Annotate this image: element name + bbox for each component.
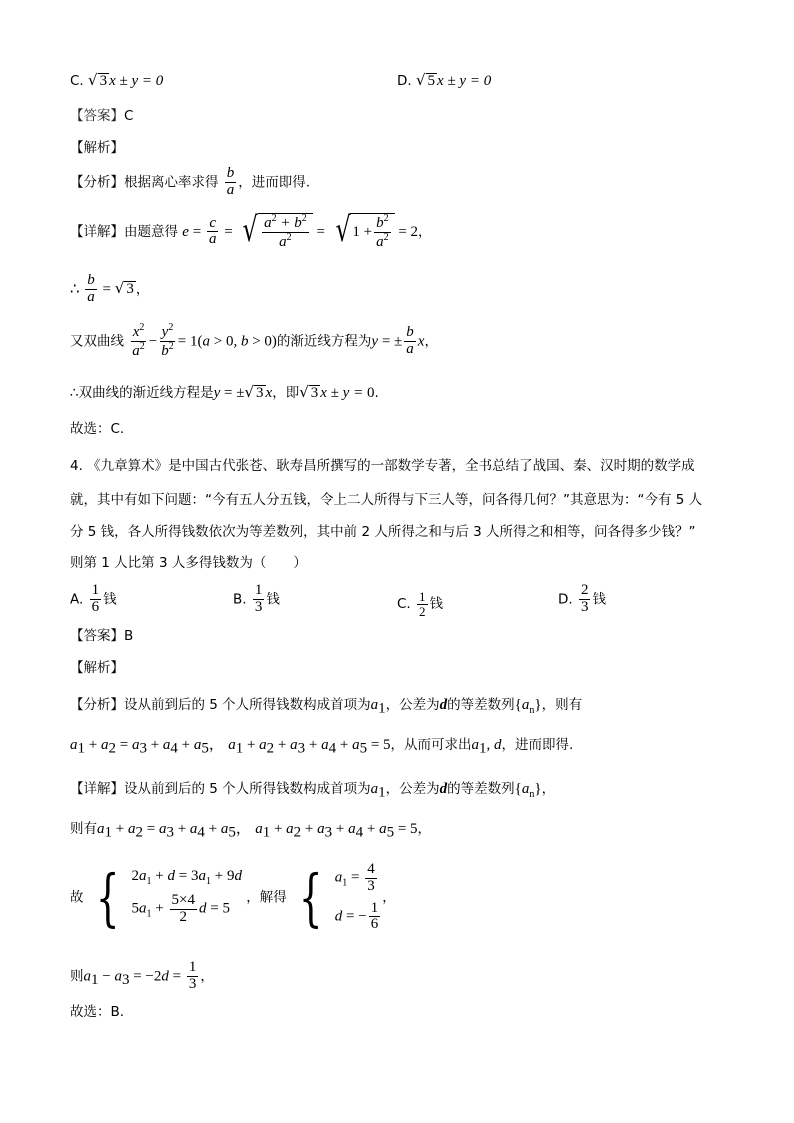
- option-d-q3: D. √ 5 x ± y = 0: [397, 71, 492, 89]
- jiexi-heading-q3: 【解析】: [70, 140, 124, 156]
- answer-line-q4: 【答案】B: [70, 628, 134, 644]
- then-line-q4: 则有$a_1 + a_2 = a_3 + a_4 + a_5$， $a_1 + a_2 + a_3 + a_4 + a_5 = 5$，: [70, 821, 432, 841]
- option-c-q3: C. √ 3 x ± y = 0: [70, 71, 164, 89]
- q4-stem-line2: 就，其中有如下问题：“今有五人分五钱，令上二人所得与下三人等，问各得几何？”其意思为：“今有 5 人: [70, 492, 703, 508]
- hyperbola-line-q3: 又双曲线 $\frac{x^2}{a^2}$ − $\frac{y^2}{b^2}$ = 1(a > 0, b > 0)的渐近线方程为y = ± $\frac{b}{a}$ x，: [70, 322, 438, 359]
- fenxi-equation-line-q4: $a_1 + a_2 = a_3 + a_4 + a_5$， $a_1 + a_2 + a_3 + a_4 + a_5 = 5$，从而可求出$a_1$, d，进而即得.: [70, 737, 574, 757]
- asymptote-line-q3: ∴双曲线的渐近线方程是y = ± √ 3 x，即 √ 3 x ± y = 0.: [70, 383, 379, 401]
- left-brace-icon: {: [298, 860, 323, 934]
- fenxi-line-q4: 【分析】设从前到后的 5 个人所得钱数构成首项为$a_1$，公差为d的等差数列$\{a_n\}$，则有: [70, 697, 583, 717]
- q4-stem-line4: 则第 1 人比第 3 人多得钱数为（ ）: [70, 555, 307, 571]
- answer-line-q3: 【答案】C: [70, 108, 134, 124]
- left-brace-icon: {: [95, 860, 120, 934]
- q4-option-a: A. $\frac{1}{6}$ 钱: [70, 582, 117, 615]
- choose-line-q3: 故选：C.: [70, 421, 125, 437]
- fraction-b-over-a: $\frac{b}{a}$: [226, 165, 235, 198]
- q4-stem-line1: 4. 《九章算术》是中国古代张苍、耿寿昌所撰写的一部数学专著，全书总结了战国、秦、汉时期的数学成: [70, 458, 695, 474]
- q4-option-c: C. $\frac{1}{2}$ 钱: [397, 589, 444, 619]
- therefore-line-q3: ∴ $\frac{b}{a}$ = √ 3 ，: [70, 272, 150, 305]
- choose-line-q4: 故选：B.: [70, 1004, 125, 1020]
- jiexi-heading-q4: 【解析】: [70, 660, 124, 676]
- result-line-q4: 则$a_1 - a_3 = -2d$ = $\frac{1}{3}$ ，: [70, 959, 214, 992]
- equation-system: $2a_1 + d = 3a_1 + 9d$ $5a_1$ + $\frac{5\times 4}{2}$ d = 5: [131, 868, 242, 925]
- xiangjie-line-q4: 【详解】设从前到后的 5 个人所得钱数构成首项为$a_1$，公差为d的等差数列$\{a_n\}$，: [70, 781, 556, 801]
- sqrt-3: √ 3: [88, 71, 108, 89]
- sqrt-5: √ 5: [415, 71, 436, 89]
- xiangjie-line-q3: 【详解】由题意得 e = $\frac{c}{a}$ = √ $\frac{a^2 + b^2}{a^2}$ = √ 1 + $\frac{b^2}{a^2}$ = 2，: [70, 210, 432, 250]
- q4-stem-line3: 分 5 钱，各人所得钱数依次为等差数列，其中前 2 人所得之和与后 3 人所得之和相等，问各得多少钱？”: [70, 524, 696, 540]
- q4-option-d: D. $\frac{2}{3}$ 钱: [558, 582, 606, 615]
- system-line-q4: 故 { $2a_1 + d = 3a_1 + 9d$ $5a_1$ + $\frac{5\times 4}{2}$ d = 5 ，解得 { $a_1$ = $\frac{4}{3}$ d = − $\frac{1}{6}$ ，: [70, 860, 396, 934]
- q4-option-b: B. $\frac{1}{3}$ 钱: [233, 582, 280, 615]
- fenxi-line-q3: 【分析】根据离心率求得 $\frac{b}{a}$ ，进而即得.: [70, 165, 311, 198]
- solution-system: $a_1$ = $\frac{4}{3}$ d = − $\frac{1}{6}$: [334, 861, 379, 933]
